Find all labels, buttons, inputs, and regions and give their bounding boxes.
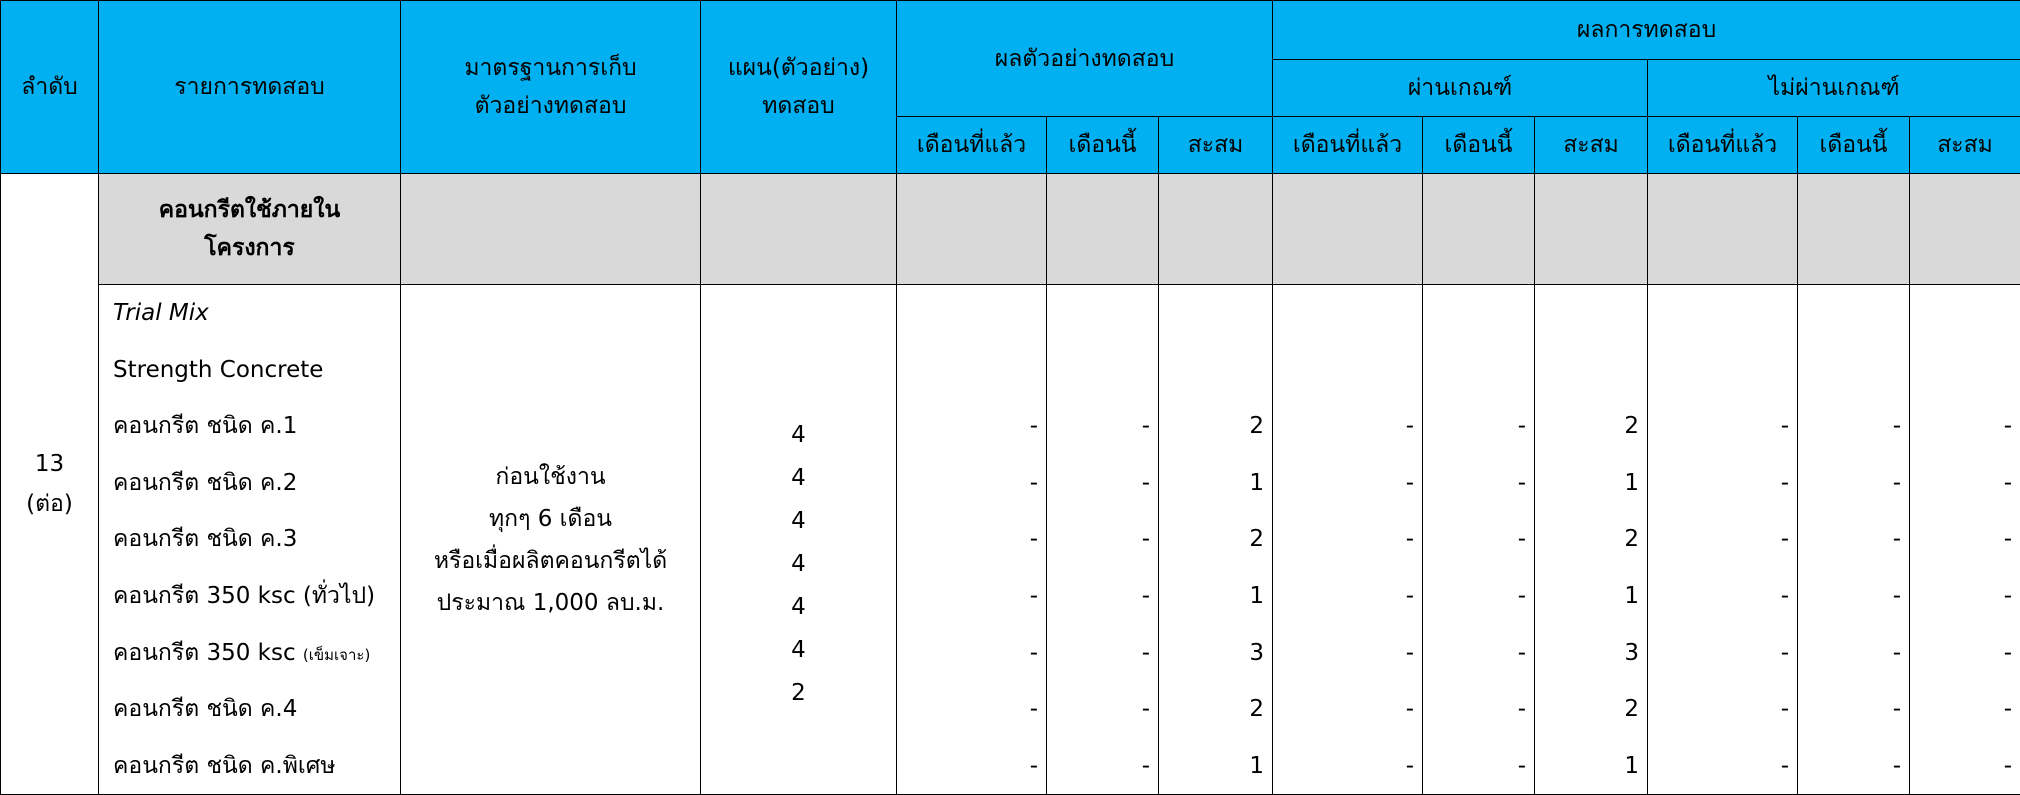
- plan-value: 4: [791, 422, 806, 449]
- sample-value-cell: -: [1029, 526, 1038, 553]
- spacer-line: [1798, 285, 1909, 342]
- spacer-line: [1648, 342, 1797, 399]
- group-seq-cont: (ต่อ): [26, 491, 73, 518]
- fail-value-cell: -: [1892, 696, 1901, 723]
- sample-this-month-column: [1047, 285, 1159, 795]
- pass-value-cell: 1: [1624, 752, 1639, 779]
- header-sample-results: ผลตัวอย่างทดสอบ: [897, 1, 1273, 117]
- header-fail: ไม่ผ่านเกณฑ์: [1648, 60, 2020, 117]
- pass-cumulative-column: [1535, 285, 1648, 795]
- standard-line: ประมาณ 1,000 ลบ.ม.: [436, 589, 665, 616]
- header-fail-cumulative: สะสม: [1910, 117, 2020, 174]
- spacer-line: [1273, 285, 1422, 342]
- item-name: คอนกรีต ชนิด ค.4: [113, 696, 298, 723]
- header-sample-cumulative: สะสม: [1159, 117, 1273, 174]
- pass-value-cell: -: [1405, 413, 1414, 440]
- sample-value-cell: -: [1029, 413, 1038, 440]
- plan-value: 2: [791, 680, 806, 707]
- header-plan-line1: แผน(ตัวอย่าง): [727, 55, 870, 81]
- header-items: รายการทดสอบ: [99, 1, 401, 174]
- grey-cell: [897, 174, 1047, 285]
- spacer-line: [1159, 342, 1272, 399]
- grey-cell: [1535, 174, 1648, 285]
- sample-value-cell: -: [1141, 413, 1150, 440]
- spacer-line: [1423, 285, 1534, 342]
- group-seq: [1, 174, 99, 795]
- fail-value-cell: -: [1892, 469, 1901, 496]
- header-pass-last-month: เดือนที่แล้ว: [1273, 117, 1423, 174]
- spacer-line: [1910, 342, 2020, 399]
- spacer-line: [1648, 285, 1797, 342]
- pass-value-cell: -: [1517, 413, 1526, 440]
- spacer-line: [1273, 342, 1422, 399]
- pass-value-cell: -: [1405, 696, 1414, 723]
- fail-value-cell: -: [1892, 413, 1901, 440]
- header-pass-this-month: เดือนนี้: [1423, 117, 1535, 174]
- plan-cell: [701, 285, 897, 795]
- header-plan-line2: ทดสอบ: [762, 93, 835, 119]
- plan-list: [791, 414, 806, 715]
- spacer-line: [1423, 342, 1534, 399]
- header-plan: [701, 1, 897, 174]
- group-title-line2: โครงการ: [204, 235, 295, 261]
- grey-cell: [1648, 174, 1798, 285]
- item-name: [99, 625, 400, 682]
- item-name: คอนกรีต ชนิด ค.3: [113, 526, 298, 553]
- grey-cell: [1159, 174, 1273, 285]
- item-name: คอนกรีต ชนิด ค.2: [113, 469, 298, 496]
- spacer-line: [1159, 285, 1272, 342]
- pass-value-cell: 2: [1624, 526, 1639, 553]
- sample-cumulative-column: [1159, 285, 1273, 795]
- sample-value-cell: 2: [1249, 413, 1264, 440]
- pass-value-cell: -: [1405, 469, 1414, 496]
- pass-this-month-column: [1423, 285, 1535, 795]
- pass-value-cell: 2: [1624, 413, 1639, 440]
- fail-value-cell: -: [2003, 526, 2013, 553]
- pass-value-cell: -: [1517, 696, 1526, 723]
- sample-value-cell: 2: [1249, 696, 1264, 723]
- fail-value-cell: -: [1780, 413, 1789, 440]
- pass-value-cell: -: [1517, 469, 1526, 496]
- grey-cell: [701, 174, 897, 285]
- header-sample-this-month: เดือนนี้: [1047, 117, 1159, 174]
- pass-value-cell: -: [1517, 526, 1526, 553]
- sample-last-month-column: [897, 285, 1047, 795]
- item-name: คอนกรีต ชนิด ค.พิเศษ: [113, 752, 336, 779]
- spacer-line: [1535, 285, 1647, 342]
- standard-line: หรือเมื่อผลิตคอนกรีตได้: [433, 547, 668, 574]
- sample-value-cell: 3: [1249, 639, 1264, 666]
- sample-value-cell: 2: [1249, 526, 1264, 553]
- header-fail-this-month: เดือนนี้: [1798, 117, 1910, 174]
- item-name-note: (เข็มเจาะ): [302, 645, 371, 664]
- sample-value-cell: 1: [1249, 582, 1264, 609]
- plan-value: 4: [791, 465, 806, 492]
- sample-value-cell: -: [1141, 639, 1150, 666]
- group-seq-number: 13: [34, 451, 65, 478]
- fail-value-cell: -: [1892, 582, 1901, 609]
- fail-value-cell: -: [2003, 469, 2013, 496]
- sample-value-cell: -: [1029, 696, 1038, 723]
- fail-last-month-column: [1648, 285, 1798, 795]
- pass-value-cell: 1: [1624, 582, 1639, 609]
- sample-value-cell: 1: [1249, 469, 1264, 496]
- sample-value-cell: 1: [1249, 752, 1264, 779]
- header-sample-last-month: เดือนที่แล้ว: [897, 117, 1047, 174]
- fail-value-cell: -: [1780, 752, 1789, 779]
- item-name-main: คอนกรีต 350 ksc: [113, 639, 303, 666]
- header-standard-line1: มาตรฐานการเก็บ: [464, 55, 637, 81]
- spacer-line: [1047, 342, 1158, 399]
- group-title: [99, 174, 401, 285]
- sample-value-cell: -: [1141, 469, 1150, 496]
- fail-value-cell: -: [1780, 639, 1789, 666]
- fail-value-cell: -: [1780, 526, 1789, 553]
- fail-value-cell: -: [2003, 413, 2013, 440]
- plan-value: 4: [791, 551, 806, 578]
- pass-last-month-column: [1273, 285, 1423, 795]
- fail-value-cell: -: [1780, 469, 1789, 496]
- fail-value-cell: -: [2003, 639, 2013, 666]
- subheading-strength: Strength Concrete: [113, 356, 324, 383]
- sample-value-cell: -: [1029, 582, 1038, 609]
- pass-value-cell: 2: [1624, 696, 1639, 723]
- header-seq: ลำดับ: [1, 1, 99, 174]
- header-fail-last-month: เดือนที่แล้ว: [1648, 117, 1798, 174]
- spacer-line: [1910, 285, 2020, 342]
- grey-cell: [1910, 174, 2020, 285]
- pass-value-cell: -: [1405, 752, 1414, 779]
- subheading-trial-mix: Trial Mix: [113, 300, 209, 326]
- spacer-line: [1798, 342, 1909, 399]
- item-name: คอนกรีต ชนิด ค.1: [113, 413, 298, 440]
- pass-value-cell: 3: [1624, 639, 1639, 666]
- fail-value-cell: -: [1892, 639, 1901, 666]
- sample-value-cell: -: [1141, 526, 1150, 553]
- pass-value-cell: -: [1517, 582, 1526, 609]
- fail-value-cell: -: [1892, 752, 1901, 779]
- grey-cell: [1798, 174, 1910, 285]
- header-standard-line2: ตัวอย่างทดสอบ: [474, 93, 627, 119]
- header-pass-cumulative: สะสม: [1535, 117, 1648, 174]
- spacer-line: [1535, 342, 1647, 399]
- pass-value-cell: -: [1405, 582, 1414, 609]
- sample-value-cell: -: [1029, 469, 1038, 496]
- plan-value: 4: [791, 508, 806, 535]
- pass-value-cell: -: [1405, 639, 1414, 666]
- spacer-line: [897, 285, 1046, 342]
- fail-value-cell: -: [2003, 582, 2013, 609]
- grey-cell: [1423, 174, 1535, 285]
- fail-cumulative-column: [1910, 285, 2020, 795]
- fail-value-cell: -: [2003, 752, 2013, 779]
- group-title-line1: คอนกรีตใช้ภายใน: [158, 197, 341, 223]
- pass-value-cell: -: [1517, 639, 1526, 666]
- sample-value-cell: -: [1141, 752, 1150, 779]
- item-name: คอนกรีต 350 ksc (ทั่วไป): [113, 582, 376, 609]
- spacer-line: [1047, 285, 1158, 342]
- sample-value-cell: -: [1141, 696, 1150, 723]
- sample-value-cell: -: [1029, 752, 1038, 779]
- fail-value-cell: -: [1780, 582, 1789, 609]
- standard-line: ทุกๆ 6 เดือน: [488, 505, 613, 532]
- standard-line: ก่อนใช้งาน: [495, 463, 606, 490]
- fail-value-cell: -: [1780, 696, 1789, 723]
- fail-value-cell: -: [2003, 696, 2013, 723]
- pass-value-cell: -: [1517, 752, 1526, 779]
- sample-value-cell: -: [1029, 639, 1038, 666]
- grey-cell: [1047, 174, 1159, 285]
- items-column: [99, 285, 401, 795]
- grey-cell: [1273, 174, 1423, 285]
- sample-value-cell: -: [1141, 582, 1150, 609]
- standard-cell: [401, 285, 701, 795]
- fail-this-month-column: [1798, 285, 1910, 795]
- pass-value-cell: -: [1405, 526, 1414, 553]
- header-test-results: ผลการทดสอบ: [1273, 1, 2020, 60]
- plan-value: 4: [791, 637, 806, 664]
- header-pass: ผ่านเกณฑ์: [1273, 60, 1648, 117]
- fail-value-cell: -: [1892, 526, 1901, 553]
- header-standard: [401, 1, 701, 174]
- pass-value-cell: 1: [1624, 469, 1639, 496]
- grey-cell: [401, 174, 701, 285]
- spacer-line: [897, 342, 1046, 399]
- plan-value: 4: [791, 594, 806, 621]
